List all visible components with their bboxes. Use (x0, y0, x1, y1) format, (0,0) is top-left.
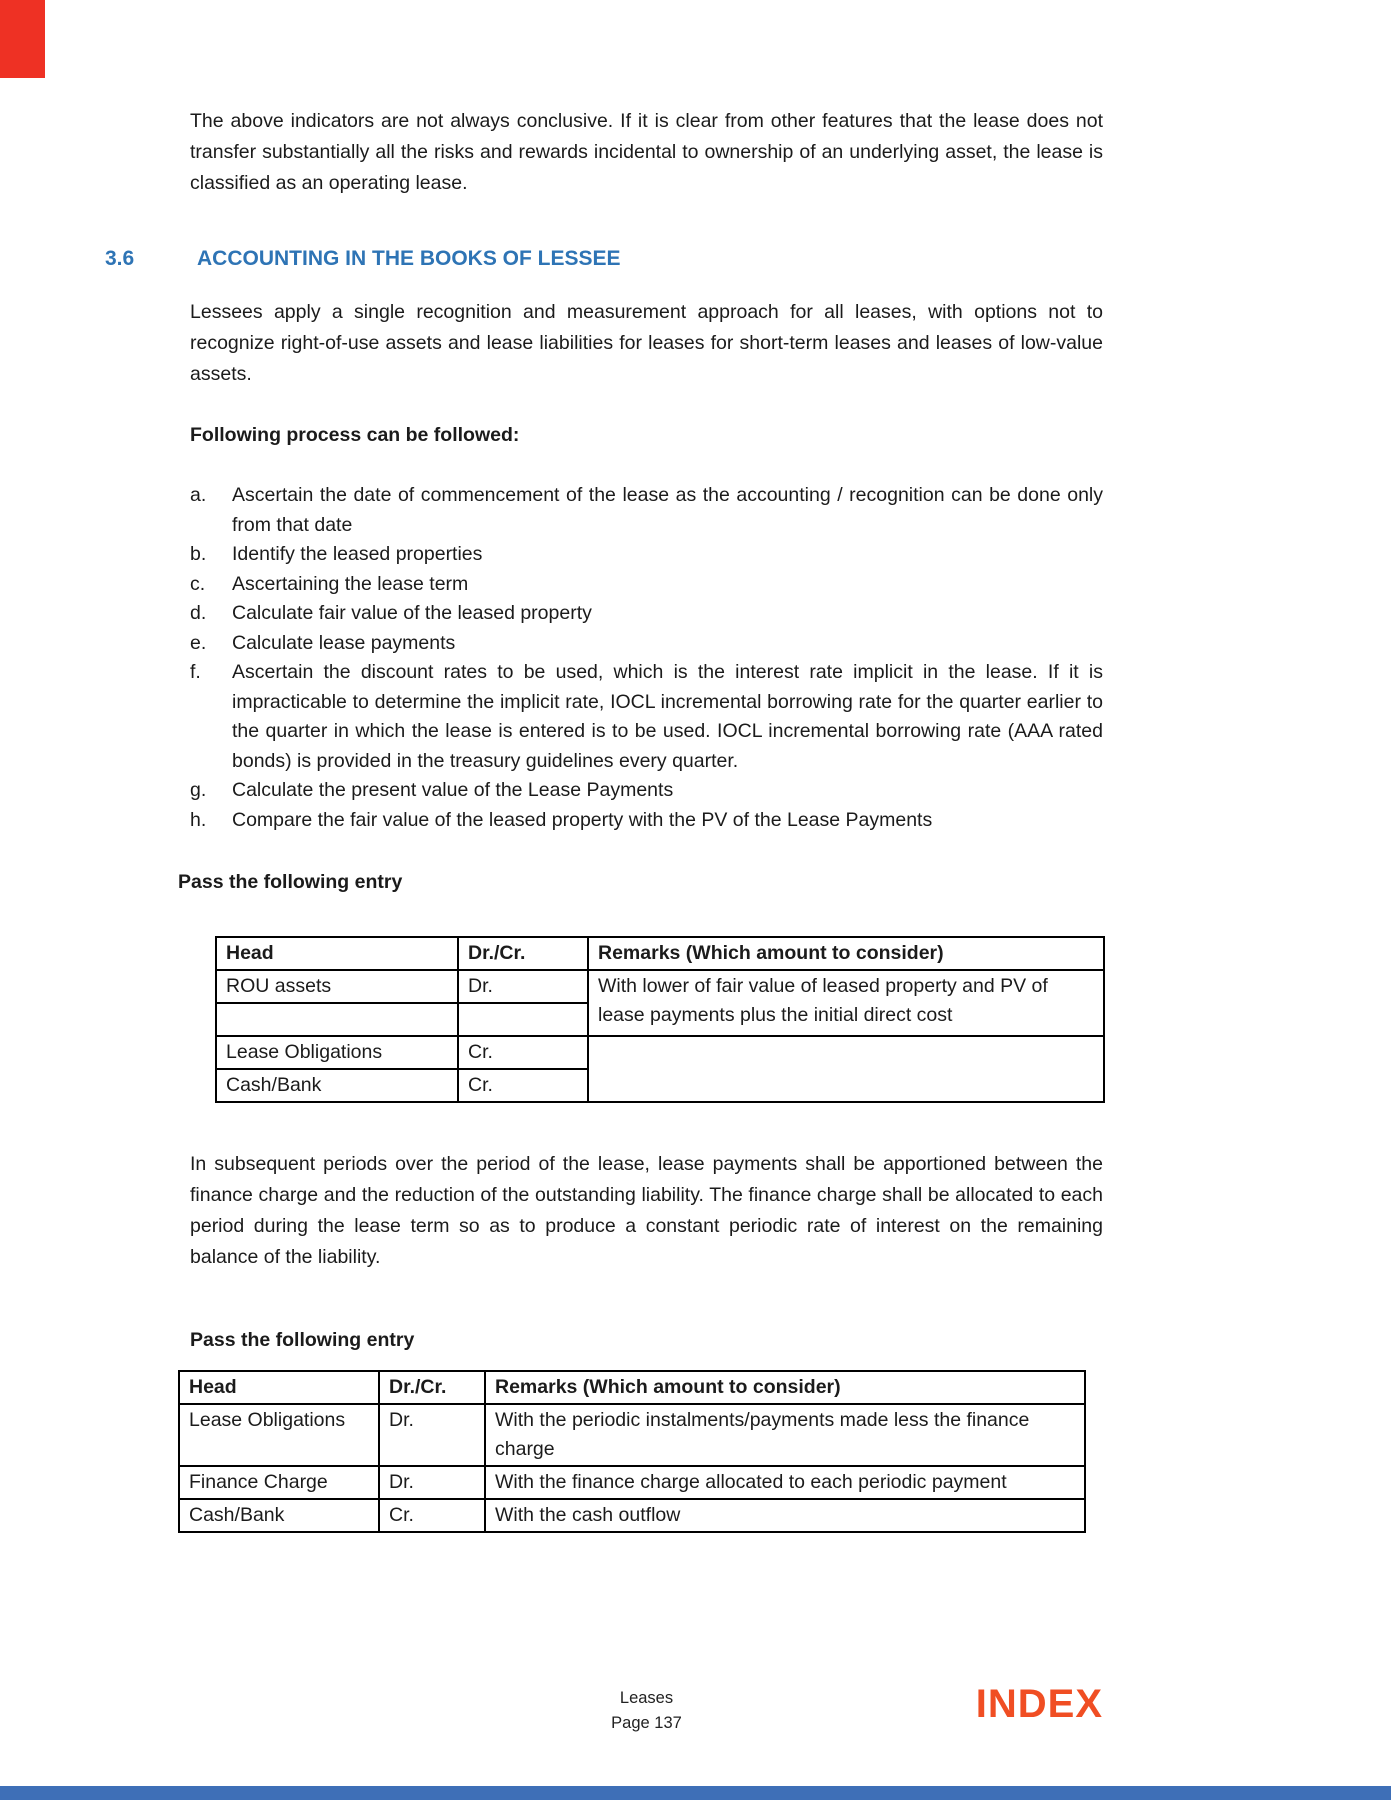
entry-table-2 (178, 1370, 1086, 1533)
step-label: a. (190, 484, 207, 506)
step-label: d. (190, 602, 207, 624)
table2-header-head: Head (179, 1371, 379, 1404)
footer-page-number: Page 137 (611, 1714, 682, 1732)
table1-header-remarks: Remarks (Which amount to consider) (588, 937, 1104, 970)
cell-drcr: Dr. (458, 970, 588, 1003)
process-step-e (190, 629, 1103, 659)
cell-drcr: Cr. (458, 1036, 588, 1069)
table2-header-remarks: Remarks (Which amount to consider) (485, 1371, 1085, 1404)
process-step-c (190, 570, 1103, 600)
step-label: f. (190, 661, 201, 683)
step-text: Calculate the present value of the Lease Payments (232, 779, 674, 801)
cell-remarks: With the finance charge allocated to each periodic payment (485, 1466, 1085, 1499)
process-step-f (190, 658, 1103, 776)
cell-head: Cash/Bank (216, 1069, 458, 1102)
process-step-h (190, 806, 1103, 836)
cell-drcr: Dr. (379, 1404, 485, 1466)
table-row (179, 1499, 1085, 1532)
cell-head: Cash/Bank (179, 1499, 379, 1532)
table1-header-drcr: Dr./Cr. (458, 937, 588, 970)
step-label: h. (190, 808, 207, 831)
process-step-g (190, 776, 1103, 806)
top-left-red-bar (0, 0, 45, 78)
cell-head-empty (216, 1003, 458, 1036)
step-label: g. (190, 779, 207, 801)
table-row (216, 970, 1104, 1003)
cell-head: ROU assets (216, 970, 458, 1003)
step-text: Calculate lease payments (232, 631, 456, 654)
cell-remarks: With the cash outflow (485, 1499, 1085, 1532)
cell-drcr: Cr. (458, 1069, 588, 1102)
table-header-row (216, 937, 1104, 970)
process-heading: Following process can be followed: (190, 424, 520, 446)
bottom-blue-bar (0, 1786, 1391, 1800)
page-content (105, 106, 1103, 1533)
entry1-heading: Pass the following entry (178, 871, 403, 893)
section-title: ACCOUNTING IN THE BOOKS OF LESSEE (197, 247, 621, 270)
step-text: Ascertain the date of commencement of the lease as the accounting / recognition can be done only from that date (232, 484, 1103, 536)
process-step-b (190, 540, 1103, 570)
step-label: c. (190, 572, 206, 595)
process-step-a (190, 481, 1103, 540)
table-row (179, 1404, 1085, 1466)
step-text: Calculate fair value of the leased property (232, 602, 592, 624)
step-text: Compare the fair value of the leased property with the PV of the Lease Payments (232, 808, 933, 831)
cell-head: Lease Obligations (179, 1404, 379, 1466)
entry2-heading: Pass the following entry (190, 1329, 415, 1351)
section-heading (105, 245, 1103, 273)
footer-doc-title: Leases (619, 1689, 674, 1707)
cell-head: Lease Obligations (216, 1036, 458, 1069)
step-label: e. (190, 631, 207, 654)
step-text: Ascertain the discount rates to be used, which is the interest rate implicit in the lease. If it is impracticable to determine the implicit rate, IOCL incremental borrowing rate for the quarter earlier to the quarter in which the lease is entered is to be used. IOCL incremental borrowing rate (AAA rated bonds) is provided in the treasury guidelines every quarter. (232, 661, 1103, 772)
cell-remarks: With lower of fair value of leased property and PV of lease payments plus the initial direct cost (588, 970, 1104, 1036)
cell-head: Finance Charge (179, 1466, 379, 1499)
index-link[interactable]: INDEX (975, 1682, 1103, 1726)
process-steps-list (190, 481, 1103, 835)
entry-table-1 (215, 936, 1105, 1103)
cell-drcr: Cr. (379, 1499, 485, 1532)
intro-paragraph: The above indicators are not always conclusive. If it is clear from other features that the lease does not transfer substantially all the risks and rewards incidental to ownership of an underlying asset, the lease is classified as an operating lease. (190, 110, 1103, 194)
step-text: Ascertaining the lease term (232, 572, 469, 595)
process-step-d (190, 599, 1103, 629)
cell-drcr: Dr. (379, 1466, 485, 1499)
section-number: 3.6 (105, 247, 135, 270)
table-row (179, 1466, 1085, 1499)
table1-header-head: Head (216, 937, 458, 970)
step-label: b. (190, 543, 207, 565)
cell-drcr-empty (458, 1003, 588, 1036)
cell-remarks-empty (588, 1036, 1104, 1102)
cell-remarks: With the periodic instalments/payments made less the finance charge (485, 1404, 1085, 1466)
table-row (216, 1036, 1104, 1069)
section-lead-paragraph: Lessees apply a single recognition and measurement approach for all leases, with options not to recognize right-of-use assets and lease liabilities for leases for short-term leases and leases of low-value assets. (190, 301, 1103, 385)
table2-header-drcr: Dr./Cr. (379, 1371, 485, 1404)
table-header-row (179, 1371, 1085, 1404)
step-text: Identify the leased properties (232, 543, 483, 565)
subsequent-paragraph: In subsequent periods over the period of the lease, lease payments shall be apportioned between the finance charge and the reduction of the outstanding liability. The finance charge shall be allocated to each period during the lease term so as to produce a constant periodic rate of interest on the remaining balance of the liability. (190, 1153, 1103, 1268)
page-footer (190, 1682, 1103, 1736)
